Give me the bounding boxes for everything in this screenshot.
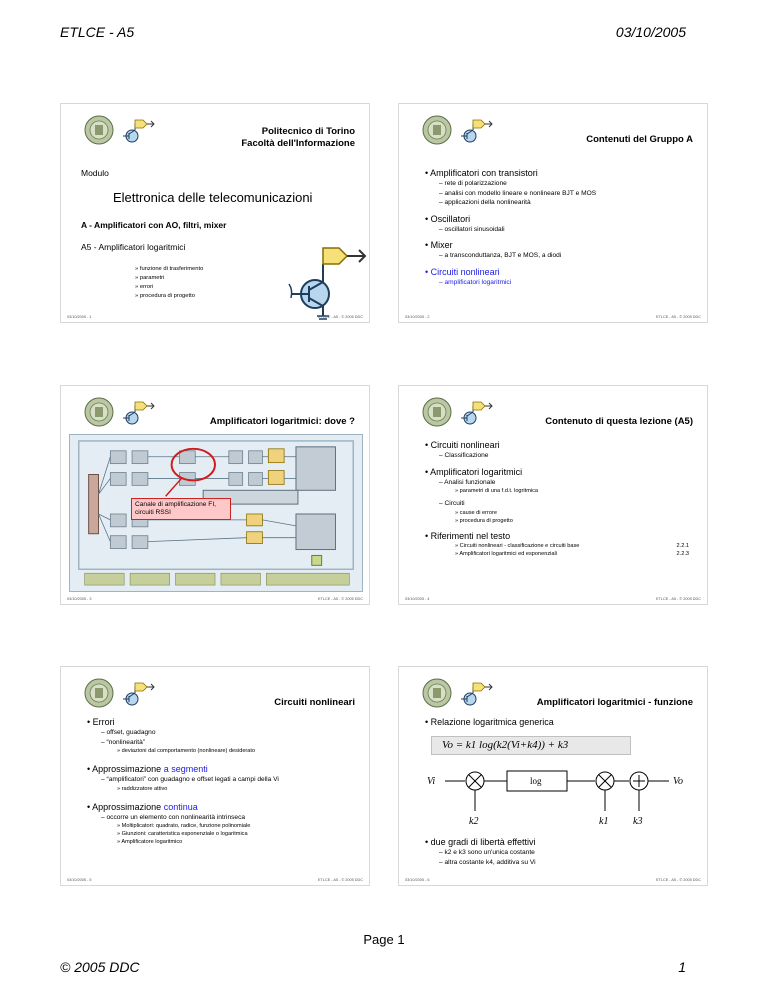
slide-footer [67, 874, 363, 882]
slide-footer [405, 593, 701, 601]
bullet-text: Approssimazione [92, 764, 164, 774]
bullet-text: due gradi di libertà effettivi [430, 837, 536, 847]
slide-4 [398, 385, 708, 605]
slide-content [425, 168, 693, 287]
polito-logo-icon [421, 114, 495, 148]
sub-sub-bullet: » Giunzioni: caratteristica esponenziale o logaritmica [87, 830, 355, 838]
sub-bullet: – Classificazione [425, 451, 693, 461]
title-line-2: Facoltà dell'Informazione [241, 138, 355, 149]
module-label: Modulo [81, 168, 109, 178]
bullet: • Mixer [425, 240, 693, 251]
lesson-title: A5 - Amplificatori logaritmici [81, 242, 186, 252]
slide-footer [67, 593, 363, 601]
sub-bullet: – “nonlinearità” [87, 738, 355, 748]
slide-footer [405, 311, 701, 319]
copyright: © 2005 DDC [60, 959, 140, 975]
diagram-block-label: log [530, 776, 542, 786]
bullet: • Amplificatori con transistori [425, 168, 693, 179]
diagram-k2-label: k2 [469, 816, 479, 827]
topic-list [135, 265, 203, 301]
bullet: • Circuiti nonlineari [425, 440, 693, 451]
section-title: A - Amplificatori con AO, filtri, mixer [81, 220, 227, 230]
slide-title: Amplificatori logaritmici - funzione [536, 697, 693, 708]
bullet: • Oscillatori [425, 214, 693, 225]
polito-logo-icon [83, 396, 157, 430]
reference-text: Circuiti nonlineari - classificazione e circuiti base [459, 542, 580, 549]
slide-3 [60, 385, 370, 605]
reference-section: 2.2.1 [676, 542, 689, 549]
slide-footer-left: 03/10/2005 - 1 [67, 315, 92, 319]
slide-footer [67, 311, 363, 319]
title-line-1: Politecnico di Torino [261, 126, 355, 137]
reference-text: Amplificatori logaritmici ed esponenziali [459, 550, 557, 557]
bullet: • Relazione logaritmica generica [425, 717, 693, 728]
callout-line-2: circuiti RSSI [135, 509, 171, 516]
bullet: • Amplificatori logaritmici [425, 467, 693, 478]
sub-sub-bullet: » parametri di una f.d.t. logritmica [425, 487, 693, 495]
slide-1 [60, 103, 370, 323]
sub-bullet: – occorre un elemento con nonlinearità intrinseca [87, 813, 355, 823]
sub-bullet: – Analisi funzionale [425, 478, 693, 488]
slide-footer-right: ETLCE - A5 - © 2005 DDC [655, 878, 701, 882]
diagram-k1-label: k1 [599, 816, 609, 827]
slide-footer-right: ETLCE - A5 - © 2005 DDC [655, 597, 701, 601]
polito-logo-icon [83, 677, 157, 711]
slide-footer-left: 03/10/2005 - 4 [405, 597, 430, 601]
callout-line-1: Canale di amplificazione FI, [135, 501, 216, 508]
slide-footer-right: ETLCE - A5 - © 2005 DDC [317, 597, 363, 601]
slide-footer-left: 03/10/2005 - 5 [67, 878, 92, 882]
slide-content [425, 440, 693, 558]
list-item: » errori [135, 283, 203, 292]
polito-logo-icon [421, 677, 495, 711]
page-number: 1 [678, 959, 686, 975]
bullet-highlight: • Circuiti nonlineari [425, 267, 693, 278]
diagram-input-label: Vi [427, 776, 436, 787]
sub-sub-bullet: » deviazioni dal comportamento (nonlineare) desiderato [87, 747, 355, 755]
course-title: Elettronica delle telecomunicazioni [113, 190, 313, 205]
slide-title: Contenuti del Gruppo A [586, 134, 693, 145]
reference-section: 2.2.3 [676, 550, 689, 557]
bullet: • Riferimenti nel testo [425, 531, 693, 542]
bullet: • Errori [87, 717, 355, 728]
doc-header-date: 03/10/2005 [615, 24, 686, 40]
slide-title: Amplificatori logaritmici: dove ? [209, 416, 355, 427]
slide-5 [60, 666, 370, 886]
slide-6 [398, 666, 708, 886]
page-label: Page 1 [363, 932, 405, 947]
slide-2 [398, 103, 708, 323]
slide-content [87, 717, 355, 846]
formula-box: Vo = k1 log(k2(Vi+k4)) + k3 [431, 736, 631, 755]
sub-bullet: – Circuiti [425, 499, 693, 509]
slide-content [425, 717, 693, 728]
slide-content-bottom [425, 837, 693, 867]
list-item: » procedura di progetto [135, 292, 203, 301]
list-item: » funzione di trasferimento [135, 265, 203, 274]
sub-bullet: – a transconduttanza, BJT e MOS, a diodi [425, 251, 693, 261]
bullet [87, 764, 355, 775]
sub-sub-bullet: » procedura di progetto [425, 517, 693, 525]
bullet-highlight: a segmenti [163, 764, 208, 774]
slide-footer-right: ETLCE - A5 - © 2005 DDC [317, 315, 363, 319]
polito-logo-icon [83, 114, 157, 148]
sub-bullet: – analisi con modello lineare e nonlineare BJT e MOS [425, 189, 693, 199]
sub-bullet: – rete di polarizzazione [425, 179, 693, 189]
sub-bullet: – offset, guadagno [87, 728, 355, 738]
diagram-k3-label: k3 [633, 816, 643, 827]
log-block-diagram [417, 763, 697, 829]
sub-bullet: – oscillatori sinusoidali [425, 225, 693, 235]
sub-bullet: – applicazioni della nonlinearità [425, 198, 693, 208]
diagram-output-label: Vo [673, 776, 683, 787]
sub-sub-bullet: » Amplificatore logaritmico [87, 838, 355, 846]
transistor-circuit-icon [287, 242, 369, 322]
sub-sub-bullet: » cause di errore [425, 509, 693, 517]
polito-logo-icon [421, 396, 495, 430]
bullet-text: Approssimazione [92, 801, 164, 812]
bullet [87, 802, 355, 813]
slide-title: Circuiti nonlineari [274, 697, 355, 708]
slide-footer-left: 03/10/2005 - 3 [67, 597, 92, 601]
sub-sub-bullet: » raddizzatore attivo [87, 785, 355, 793]
sub-bullet-highlight: – amplificatori logaritmici [425, 278, 693, 288]
slide-footer-left: 03/10/2005 - 2 [405, 315, 430, 319]
bullet: • due gradi di libertà effettivi [425, 837, 536, 847]
doc-header-left: ETLCE - A5 [60, 24, 135, 40]
sub-bullet: – altra costante k4, additiva su Vi [425, 858, 693, 868]
slide-footer [405, 874, 701, 882]
reference-row [425, 550, 693, 558]
bullet-highlight: continua [163, 801, 198, 812]
slide-title: Contenuto di questa lezione (A5) [545, 416, 693, 427]
sub-sub-bullet: » Moltiplicatori: quadrato, radice, funzione polinomiale [87, 822, 355, 830]
reference-row [425, 542, 693, 550]
sub-bullet: – k2 e k3 sono un'unica costante [425, 848, 693, 858]
callout-box [131, 498, 231, 520]
list-item: » parametri [135, 274, 203, 283]
slide-footer-right: ETLCE - A5 - © 2005 DDC [317, 878, 363, 882]
slide-title [241, 126, 355, 150]
sub-bullet: – “amplificatori” con guadagno e offset legati a campi della Vi [87, 775, 355, 785]
slide-footer-right: ETLCE - A5 - © 2005 DDC [655, 315, 701, 319]
slide-footer-left: 03/10/2005 - 6 [405, 878, 430, 882]
